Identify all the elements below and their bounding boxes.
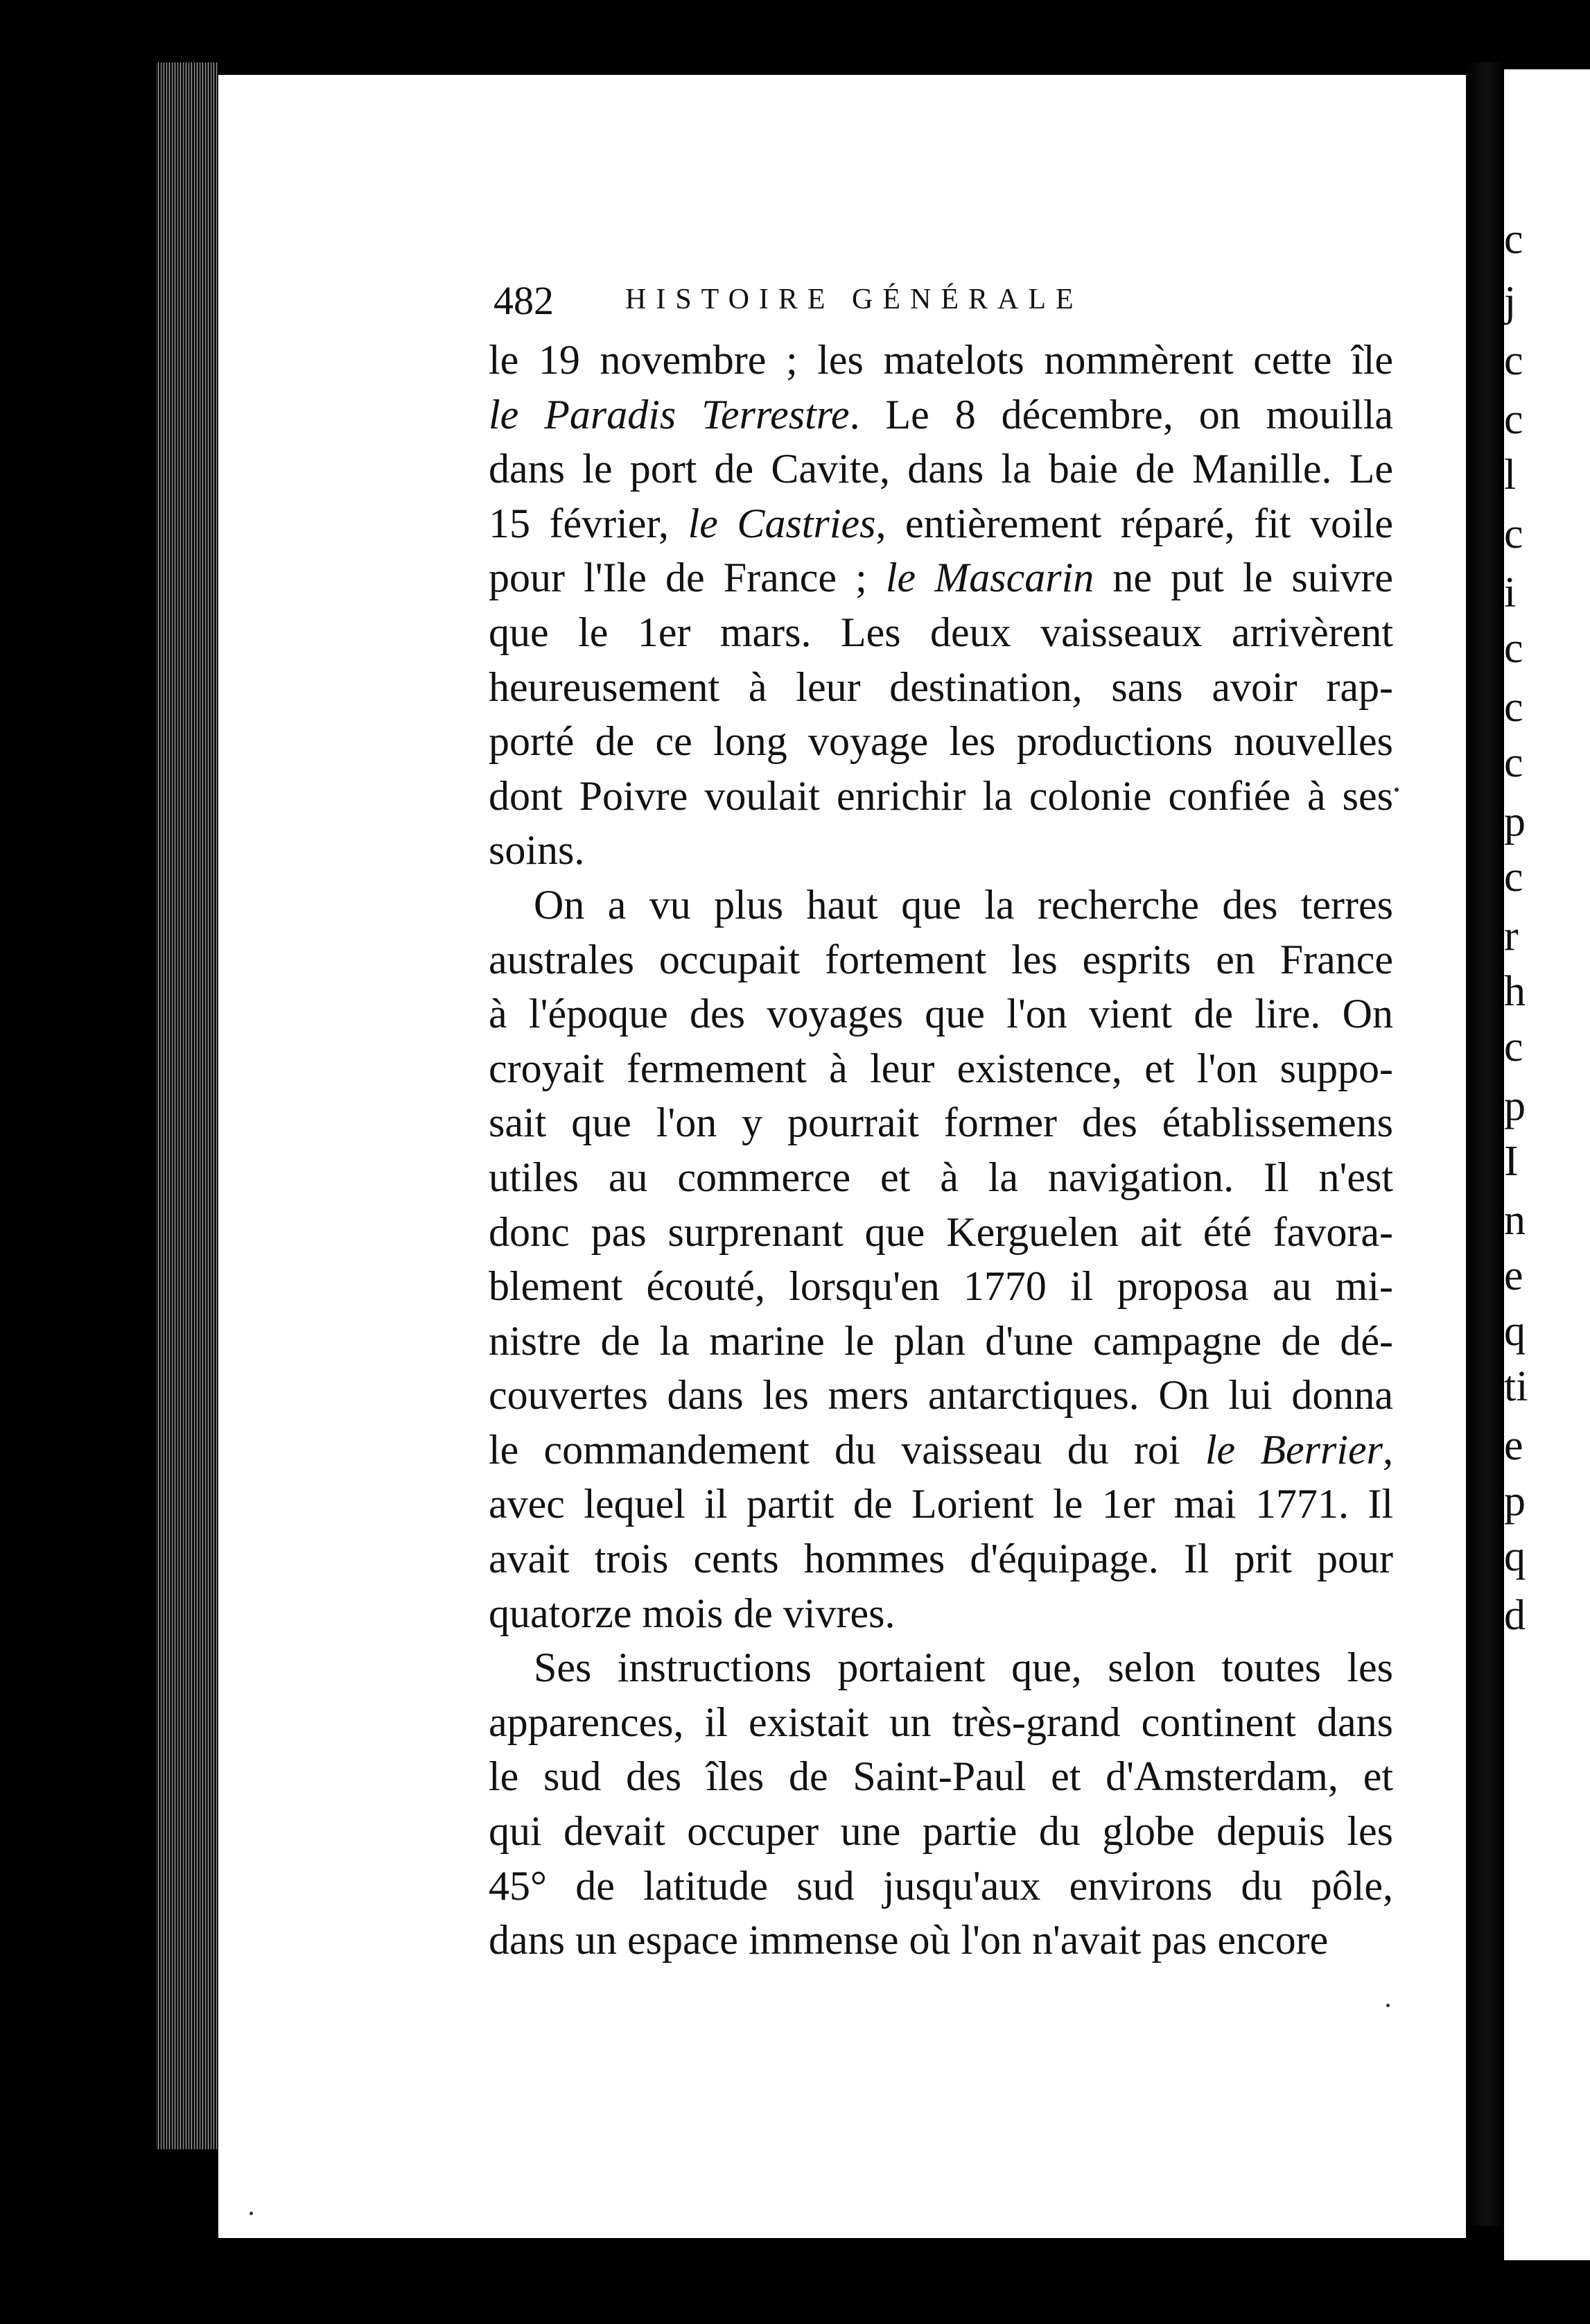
text-line — [489, 1695, 1393, 1750]
adjacent-page-fragment: c — [1504, 684, 1523, 731]
text-span: 15 février, — [489, 500, 688, 546]
text-span: avec lequel il partit de Lorient le 1er mai 1771. Il — [489, 1481, 1393, 1527]
text-span: , entièrement réparé, fit voile — [875, 500, 1393, 546]
text-span: donc pas surprenant que Kerguelen ait été favora- — [489, 1208, 1393, 1255]
text-line — [489, 1477, 1393, 1532]
adjacent-page-fragment: c — [1504, 739, 1523, 786]
adjacent-page-fragment: l — [1504, 451, 1517, 498]
text-line — [489, 605, 1393, 660]
text-line — [489, 1368, 1393, 1423]
ink-speck — [250, 2212, 253, 2215]
text-line — [489, 1586, 1393, 1641]
adjacent-page-fragment: ti — [1504, 1363, 1528, 1410]
text-line — [489, 442, 1393, 496]
adjacent-page-fragment: e — [1504, 1252, 1523, 1299]
text-span: dans un espace immense où l'on n'avait pas encore — [489, 1917, 1329, 1963]
text-span: pour l'Ile de France ; — [489, 555, 886, 601]
text-line — [489, 987, 1393, 1041]
text-span: le commandement du vaisseau du roi — [489, 1426, 1205, 1473]
adjacent-page — [1504, 69, 1590, 2260]
adjacent-page-fragment: n — [1504, 1197, 1526, 1244]
text-span: On a vu plus haut que la recherche des terres — [534, 881, 1393, 928]
text-line — [489, 1314, 1393, 1369]
adjacent-page-fragment: c — [1504, 853, 1523, 901]
text-span: porté de ce long voyage les productions nouvelles — [489, 718, 1393, 765]
text-span: à l'époque des voyages que l'on vient de lire. On — [489, 991, 1393, 1037]
text-line — [489, 333, 1393, 388]
text-line — [489, 1859, 1393, 1914]
text-line — [489, 878, 1393, 933]
page-number: 482 — [493, 278, 554, 323]
text-span: quatorze mois de vivres. — [489, 1590, 896, 1636]
text-span: soins. — [489, 827, 585, 874]
text-line — [489, 1749, 1393, 1804]
text-span: nistre de la marine le plan d'une campagne de dé- — [489, 1317, 1393, 1364]
text-span: Ses instructions portaient que, selon toutes les — [534, 1645, 1393, 1691]
text-span: 45° de latitude sud jusqu'aux environs du pôle, — [489, 1862, 1393, 1909]
adjacent-page-fragment: I — [1504, 1138, 1519, 1185]
text-span: , — [1383, 1426, 1393, 1473]
text-span: utiles au commerce et à la navigation. Il n'est — [489, 1154, 1393, 1200]
text-span: heureusement à leur destination, sans avoir rap- — [489, 664, 1393, 710]
adjacent-page-fragment: c — [1504, 625, 1523, 672]
text-span: . Le 8 décembre, on mouilla — [849, 391, 1393, 437]
text-span: le sud des îles de Saint-Paul et d'Amsterdam, et — [489, 1753, 1393, 1800]
text-line — [489, 550, 1393, 605]
text-line — [489, 1041, 1393, 1096]
page-header — [493, 277, 1401, 323]
text-span: que le 1er mars. Les deux vaisseaux arrivèrent — [489, 609, 1393, 655]
text-line — [489, 933, 1393, 987]
adjacent-page-fragment: p — [1504, 1082, 1526, 1129]
text-span: sait que l'on y pourrait former des établissemens — [489, 1100, 1393, 1146]
adjacent-page-fragment: p — [1504, 1477, 1526, 1525]
italic-text: le Mascarin — [885, 555, 1094, 601]
text-span: ne put le suivre — [1094, 555, 1393, 601]
text-span: croyait fermement à leur existence, et l'on suppo- — [489, 1045, 1393, 1091]
text-line — [489, 1205, 1393, 1260]
adjacent-page-fragment: d — [1504, 1592, 1526, 1639]
text-line — [489, 823, 1393, 878]
running-title: HISTOIRE GÉNÉRALE — [625, 284, 1083, 315]
adjacent-page-fragment: q — [1504, 1533, 1526, 1580]
adjacent-page-fragment: q — [1504, 1308, 1526, 1355]
ink-mark — [1395, 788, 1399, 792]
text-line — [489, 1095, 1393, 1150]
text-line — [489, 1913, 1393, 1968]
adjacent-page-fragment: p — [1504, 798, 1526, 845]
text-line — [489, 1423, 1393, 1477]
text-span: australes occupait fortement les esprits en France — [489, 936, 1393, 982]
adjacent-page-fragment: e — [1504, 1422, 1523, 1469]
adjacent-page-fragment: c — [1504, 396, 1523, 443]
text-span: blement écouté, lorsqu'en 1770 il proposa au mi- — [489, 1263, 1393, 1310]
italic-text: le Paradis Terrestre — [489, 391, 850, 437]
text-span: avait trois cents hommes d'équipage. Il prit pour — [489, 1536, 1393, 1582]
book-page-edges — [156, 62, 218, 2149]
text-span: apparences, il existait un très-grand continent dans — [489, 1699, 1393, 1745]
text-line — [489, 769, 1393, 824]
text-span: dont Poivre voulait enrichir la colonie confiée à ses — [489, 772, 1393, 819]
text-span: le 19 novembre ; les matelots nommèrent cette île — [489, 337, 1393, 383]
book-gutter — [1466, 62, 1504, 2226]
text-span: dans le port de Cavite, dans la baie de Manille. Le — [489, 446, 1393, 492]
text-line — [489, 1804, 1393, 1859]
text-line — [489, 388, 1393, 442]
adjacent-page-fragment: c — [1504, 337, 1523, 384]
ink-speck — [1386, 2004, 1390, 2007]
italic-text: le Castries — [688, 500, 876, 546]
text-line — [489, 1532, 1393, 1586]
text-line — [489, 1640, 1393, 1695]
body-text — [489, 333, 1393, 1968]
adjacent-page-fragment: h — [1504, 968, 1526, 1015]
text-line — [489, 714, 1393, 769]
adjacent-page-fragment: i — [1504, 569, 1517, 616]
text-span: qui devait occuper une partie du globe depuis les — [489, 1808, 1393, 1855]
adjacent-page-fragment: c — [1504, 510, 1523, 557]
text-line — [489, 1259, 1393, 1314]
text-line — [489, 1150, 1393, 1205]
italic-text: le Berrier — [1205, 1426, 1383, 1473]
adjacent-page-fragment: j — [1504, 278, 1517, 325]
text-span: couvertes dans les mers antarctiques. On lui donna — [489, 1372, 1393, 1419]
adjacent-page-fragment: c — [1504, 1023, 1523, 1070]
text-line — [489, 496, 1393, 551]
adjacent-page-fragment: r — [1504, 912, 1519, 960]
text-line — [489, 660, 1393, 715]
adjacent-page-fragment: c — [1504, 216, 1523, 263]
